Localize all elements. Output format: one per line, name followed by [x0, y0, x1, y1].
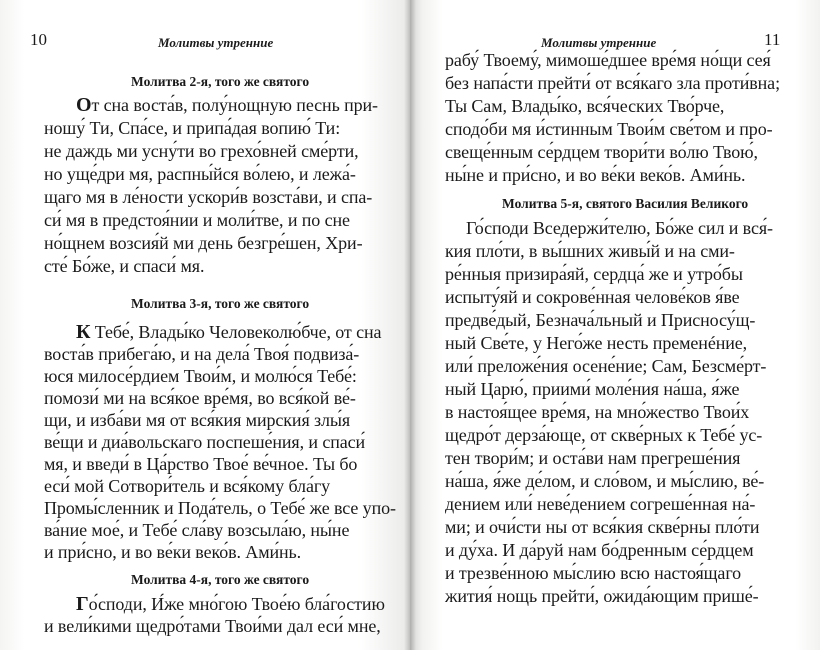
continuation-line: свеще́нным се́рдцем твори́ти во́лю Твою́, [445, 142, 758, 162]
prayer-5-line: жития́ нощь прейти́, ожида́ющим прише́- [445, 586, 759, 606]
prayer-5-line: ре́нныя призира́яй, сердца́ же и утро́бы [445, 264, 743, 284]
prayer-3-line: Промы́сленник и Пода́тель, о Тебе́ же все упо- [44, 498, 396, 518]
continuation-line: ны́не и при́сно, и во ве́ки веко́в. Ами́нь. [445, 165, 746, 185]
prayer-2-line: не даждь ми усну́ти во грехо́вней сме́рти, [44, 141, 359, 161]
continuation-line: без напа́сти прейти́ от вся́каго зла проти́вна; [445, 73, 780, 93]
drop-initial: Г [466, 218, 475, 238]
prayer-3-line: ва́ние мое́, и Тебе́ сла́ву возсыла́ю, ны́не [44, 520, 350, 540]
prayer-5-line: в настоя́щее вре́мя, на мно́жество Твои́х [445, 402, 750, 422]
book-gutter [404, 0, 416, 650]
continuation-line: Ты Сам, Влады́ко, вся́ческих Тво́рче, [445, 96, 725, 116]
prayer-5-title: Молитва 5-я, святого Василия Великого [502, 196, 749, 211]
prayer-4-line: и вели́кими щедро́тами Твои́ми дал еси́ мне, [44, 616, 381, 636]
running-head-left: Молитвы утренние [158, 35, 274, 50]
prayer-2-line: ношу́ Ти, Спа́се, и припа́дая вопию́ Ти: [44, 118, 341, 138]
prayer-5-line: на́ша, я́же де́лом, и сло́вом, и мы́слию, ве́- [445, 471, 765, 491]
prayer-3-line: юся милосе́рдием Твои́м, и молю́ся Тебе́: [44, 366, 357, 386]
running-head-right: Молитвы утренние [541, 35, 657, 50]
prayer-3-line: помози́ ми на вся́кое вре́мя, во вся́кой ве́- [44, 388, 356, 408]
drop-initial: Г [76, 593, 89, 615]
prayer-5-line: тен твори́м; и оста́ви нам прегреше́ния [445, 448, 741, 468]
prayer-3-line: воста́в прибега́ю, и на дела́ Твоя́ подвиза́- [44, 344, 360, 364]
prayer-5-line: ный Све́те, у Него́же несть пременéние, [445, 333, 748, 353]
prayer-4-line: Го́споди, И́же мно́гою Твое́ю бла́гостию [76, 593, 385, 615]
prayer-3-line: щи, и изба́ви мя от вся́кия мирския́ злы́я [44, 410, 351, 430]
continuation-line: рабу́ Твоему́, мимоше́дшее вре́мя но́щи сея́ [445, 50, 771, 70]
page-number-left: 10 [30, 30, 47, 49]
drop-initial: О [76, 94, 92, 116]
prayer-3-line: и при́сно, и во ве́ки веко́в. Ами́нь. [44, 542, 302, 562]
prayer-2-line: От сна воста́в, полу́нощную песнь при- [76, 94, 378, 116]
prayer-5-line: дением или́ неве́дением согреше́нная на́- [445, 494, 756, 514]
prayer-5-line: ный Царю́, приими́ моле́ния на́ша, я́же [445, 379, 740, 399]
prayer-5-line: испыту́яй и сокрове́нная челове́ков я́ве [445, 287, 740, 307]
prayer-2-line: сте́ Бо́же, и спаси́ мя. [44, 256, 205, 276]
continuation-line: сподо́би мя и́стинным Твои́м све́том и про- [445, 119, 773, 139]
prayer-3-title: Молитва 3-я, того же святого [131, 296, 310, 311]
drop-initial: К [76, 321, 91, 343]
prayer-5-line: Го́споди Вседержи́телю, Бо́же сил и вся́- [466, 218, 773, 238]
prayer-5-line: ми; и очи́сти ны от вся́кия скве́рны пло́ти [445, 517, 760, 537]
prayer-5-line: и ду́ха. И да́руй нам бо́дренным се́рдцем [445, 540, 754, 560]
prayer-3-line: мя, и введи́ в Ца́рство Твое́ ве́чное. Ты бо [44, 454, 358, 474]
right-page [410, 0, 820, 650]
prayer-3-line: ве́щи и диа́вольскаго поспеше́ния, и спаси́ [44, 432, 366, 452]
prayer-5-line: и трезве́нною мы́слию всю настоя́щаго [445, 563, 742, 583]
prayer-2-line: щаго мя в ле́ности ускори́в возста́ви, и спа- [44, 187, 373, 207]
prayer-4-title: Молитва 4-я, того же святого [131, 572, 310, 587]
prayer-5-line: кия пло́ти, в вы́шних живы́й и на сми- [445, 241, 735, 261]
prayer-5-line: щедро́т дерза́юще, от скве́рных к Тебе́ ус- [445, 425, 763, 445]
prayer-2-line: но уще́дри мя, распны́йся во́лею, и лежа́- [44, 164, 356, 184]
prayer-3-line: еси́ мой Сотвори́тель и вся́кому бла́гу [44, 476, 331, 496]
prayer-3-line: К Тебе́, Влады́ко Человеколю́бче, от сна [76, 321, 382, 343]
prayer-5-line: или́ преложе́ния осене́ние; Сам, Безсме́рт- [445, 356, 767, 376]
prayer-2-line: но́щнем возсия́й ми день безгре́шен, Хри- [44, 233, 363, 253]
prayer-2-title: Молитва 2-я, того же святого [131, 74, 310, 89]
prayer-2-line: си́ мя в предстоя́нии и моли́тве, и по сне [44, 210, 350, 230]
prayer-5-line: предве́дый, Безнача́льный и Присносу́щ- [445, 310, 756, 330]
page-number-right: 11 [764, 30, 781, 49]
